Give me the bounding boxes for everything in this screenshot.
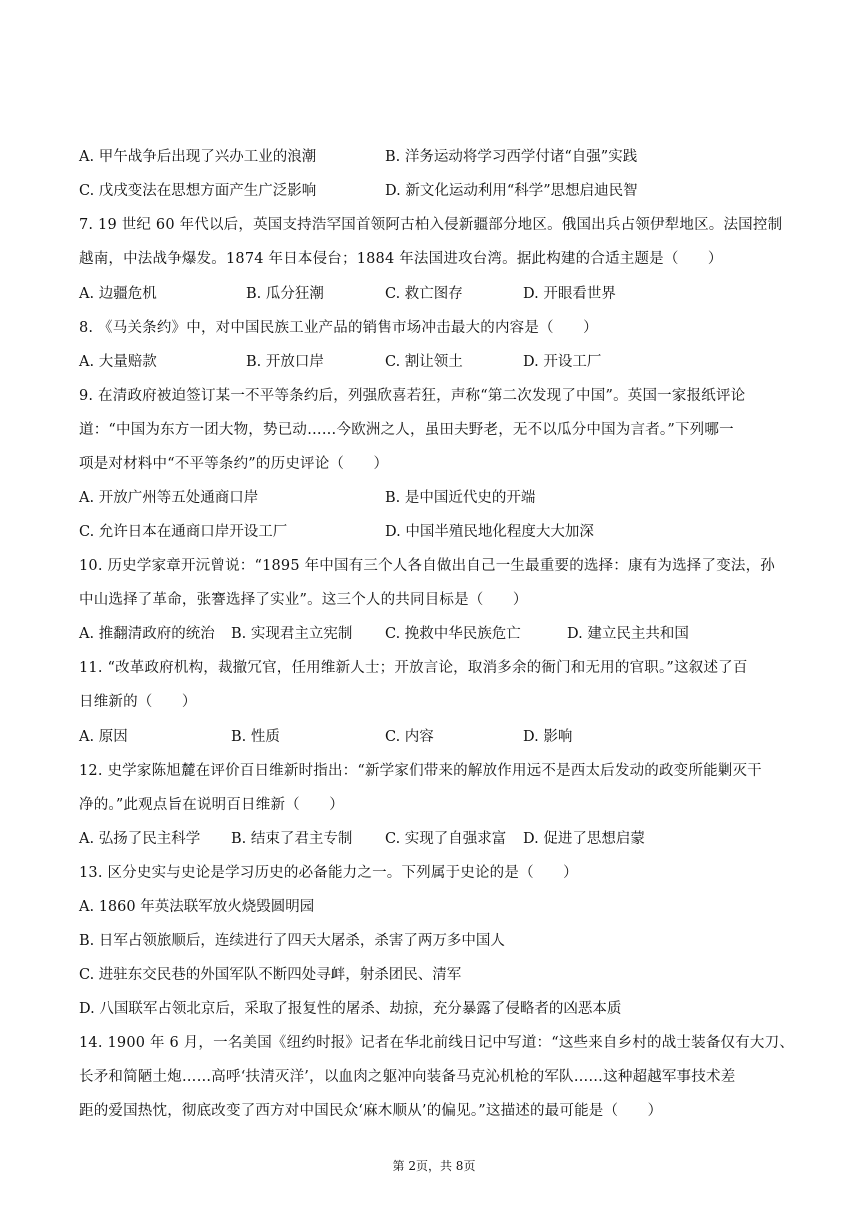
q12-option-b: B. 结束了君主专制: [231, 831, 353, 847]
q10-option-c: C. 挽救中华民族危亡: [385, 626, 521, 642]
q9-option-a: A. 开放广州等五处通商口岸: [79, 490, 259, 506]
q10-stem-line1: 10. 历史学家章开沅曾说：“1895 年中国有三个人各自做出自己一生最重要的选择：康有为选择了变法，孙: [79, 558, 775, 574]
q11-option-d: D. 影响: [523, 729, 573, 745]
q10-stem-line2: 中山选择了革命，张謇选择了实业”。这三个人的共同目标是（ ）: [79, 592, 528, 608]
q8-option-c: C. 割让领土: [385, 354, 463, 370]
q12-stem-line1: 12. 史学家陈旭麓在评价百日维新时指出：“新学家们带来的解放作用远不是西太后发动的政变所能剿灭干: [79, 763, 762, 779]
q14-stem-line2: 长矛和简陋土炮……高呼‘扶清灭洋’，以血肉之躯冲向装备马克沁机枪的军队……这种超越军事技术差: [79, 1069, 736, 1085]
q14-stem-line3: 距的爱国热忱，彻底改变了西方对中国民众‘麻木顺从’的偏见。”这描述的最可能是（ ）: [79, 1103, 663, 1119]
q9-option-c: C. 允许日本在通商口岸开设工厂: [79, 524, 288, 540]
q7-option-b: B. 瓜分狂潮: [246, 286, 324, 302]
q8-option-d: D. 开设工厂: [523, 354, 602, 370]
q7-option-c: C. 救亡图存: [385, 286, 463, 302]
q10-option-b: B. 实现君主立宪制: [231, 626, 353, 642]
q8-option-b: B. 开放口岸: [246, 354, 324, 370]
q12-stem-line2: 净的。”此观点旨在说明百日维新（ ）: [79, 797, 344, 813]
q12-option-d: D. 促进了思想启蒙: [523, 831, 645, 847]
q11-stem-line2: 日维新的（ ）: [79, 694, 197, 710]
q6-option-a: A. 甲午战争后出现了兴办工业的浪潮: [79, 149, 317, 165]
q8-option-a: A. 大量赔款: [79, 354, 157, 370]
q6-option-b: B. 洋务运动将学习西学付诸“自强”实践: [385, 149, 638, 165]
q9-option-d: D. 中国半殖民地化程度大大加深: [385, 524, 594, 540]
q10-option-a: A. 推翻清政府的统治: [79, 626, 215, 642]
q9-stem-line3: 项是对材料中“不平等条约”的历史评论（ ）: [79, 456, 389, 472]
page-number: 第 2页，共 8页: [392, 1159, 476, 1173]
q9-stem-line1: 9. 在清政府被迫签订某一不平等条约后，列强欣喜若狂，声称“第二次发现了中国”。英国一家报纸评论: [79, 388, 746, 404]
q12-option-c: C. 实现了自强求富: [385, 831, 507, 847]
q13-option-d: D. 八国联军占领北京后，采取了报复性的屠杀、劫掠，充分暴露了侵略者的凶恶本质: [79, 1001, 622, 1017]
q8-stem-line1: 8. 《马关条约》中，对中国民族工业产品的销售市场冲击最大的内容是（ ）: [79, 320, 598, 336]
q11-option-b: B. 性质: [231, 729, 280, 745]
q14-stem-line1: 14. 1900 年 6 月，一名美国《纽约时报》记者在华北前线日记中写道：“这些来自乡村的战士装备仅有大刀、: [79, 1035, 795, 1051]
q6-option-c: C. 戊戌变法在思想方面产生广泛影响: [79, 183, 317, 199]
q6-option-d: D. 新文化运动利用“科学”思想启迪民智: [385, 183, 638, 199]
q11-option-c: C. 内容: [385, 729, 434, 745]
q11-option-a: A. 原因: [79, 729, 128, 745]
q11-stem-line1: 11. “改革政府机构，裁撤冗官，任用维新人士；开放言论，取消多余的衙门和无用的官职。”这叙述了百: [79, 660, 748, 676]
q7-option-a: A. 边疆危机: [79, 286, 157, 302]
q13-option-a: A. 1860 年英法联军放火烧毁圆明园: [79, 899, 315, 915]
q10-option-d: D. 建立民主共和国: [567, 626, 689, 642]
q13-stem-line1: 13. 区分史实与史论是学习历史的必备能力之一。下列属于史论的是（ ）: [79, 865, 578, 881]
q9-stem-line2: 道：“中国为东方一团大物，势已动……今欧洲之人，虽田夫野老，无不以瓜分中国为言者。”下列哪一: [79, 422, 734, 438]
q13-option-c: C. 进驻东交民巷的外国军队不断四处寻衅，射杀团民、清军: [79, 967, 462, 983]
q9-option-b: B. 是中国近代史的开端: [385, 490, 536, 506]
q7-stem-line1: 7. 19 世纪 60 年代以后，英国支持浩罕国首领阿古柏入侵新疆部分地区。俄国出兵占领伊犁地区。法国控制: [79, 217, 783, 233]
q13-option-b: B. 日军占领旅顺后，连续进行了四天大屠杀，杀害了两万多中国人: [79, 933, 505, 949]
q12-option-a: A. 弘扬了民主科学: [79, 831, 201, 847]
q7-stem-line2: 越南，中法战争爆发。1874 年日本侵台；1884 年法国进攻台湾。据此构建的合适主题是（ ）: [79, 251, 723, 267]
q7-option-d: D. 开眼看世界: [523, 286, 616, 302]
